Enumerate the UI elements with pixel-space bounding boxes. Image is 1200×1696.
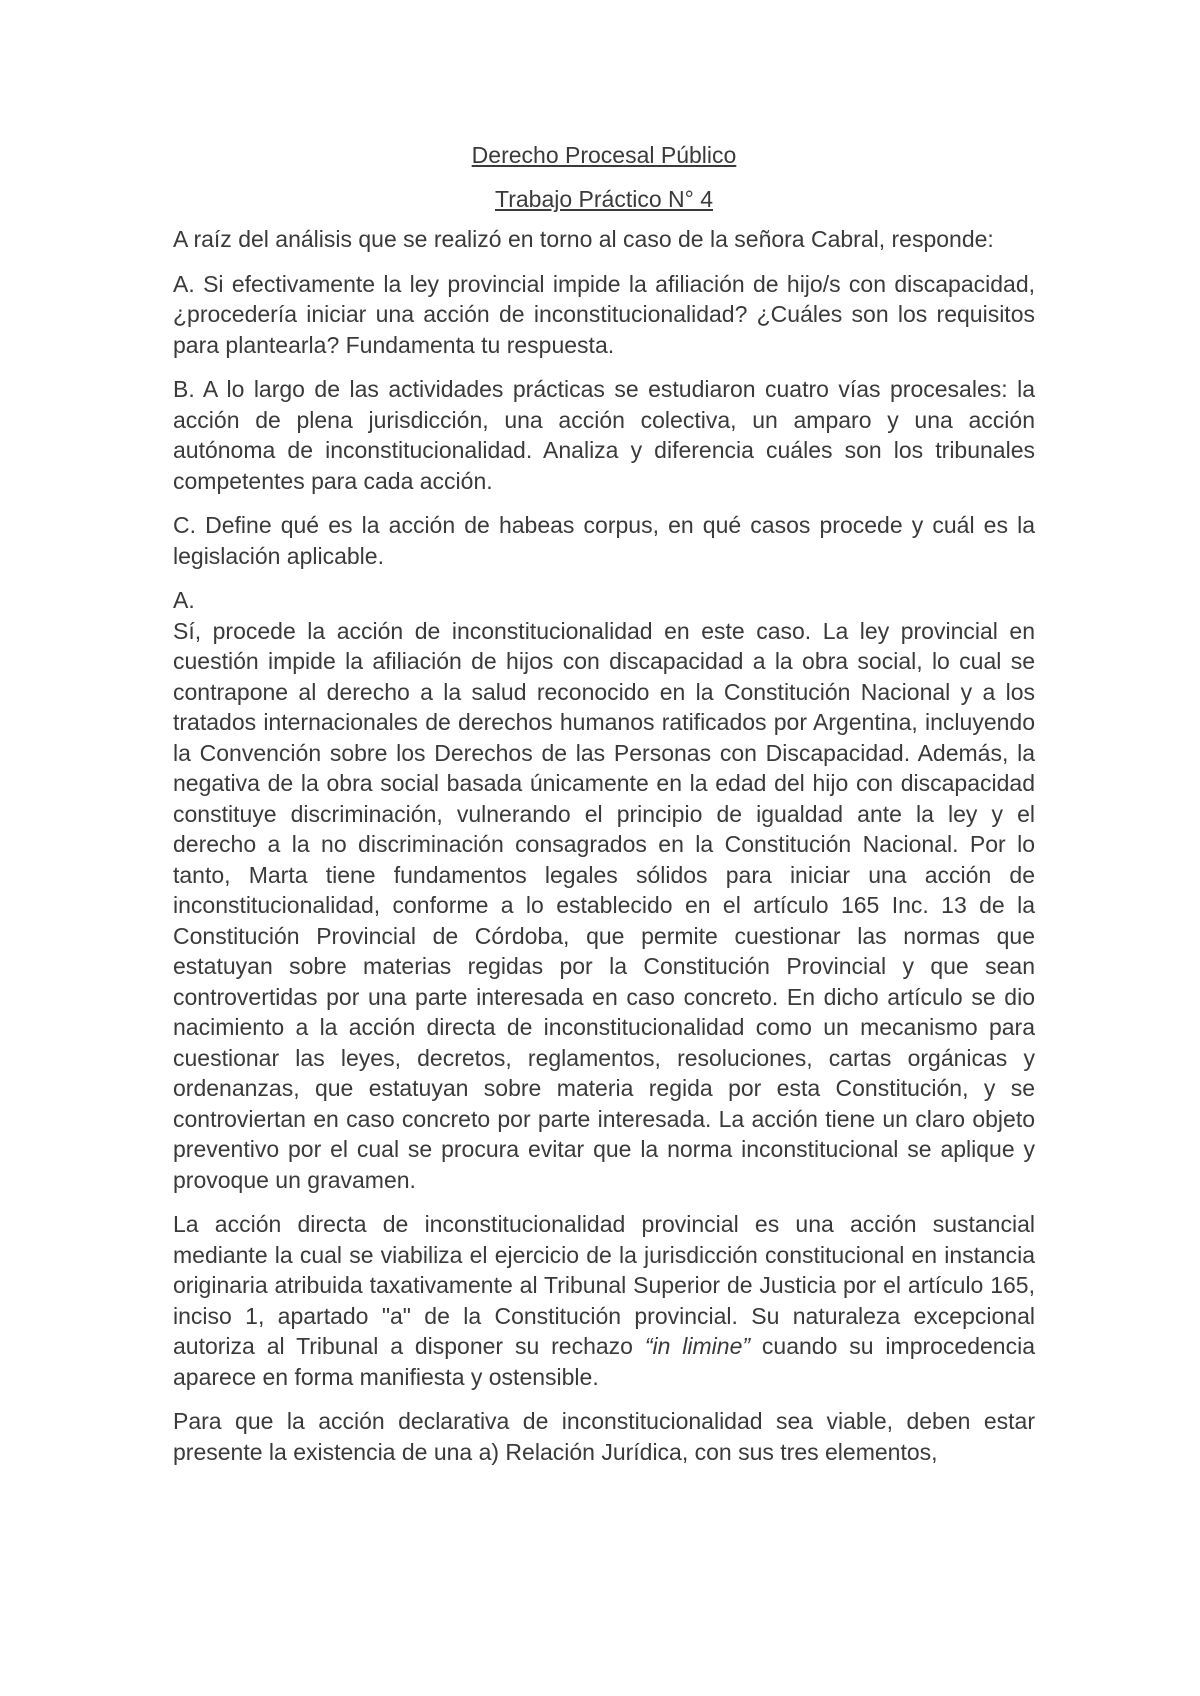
question-c: C. Define qué es la acción de habeas corpus, en qué casos procede y cuál es la legislación aplicable. [173,512,1035,569]
in-limine-italic: “in limine” [644,1333,751,1359]
answer-label: A. [173,587,195,613]
document-title: Derecho Procesal Público [471,142,737,168]
question-b: B. A lo largo de las actividades prácticas se estudiaron cuatro vías procesales: la acción de plena jurisdicción, una acción colectiva, un amparo y una acción autónoma de inconstitucionalidad. Analiza y diferencia cuáles son los tribunales competentes para cada acción. [173,376,1035,494]
answer-paragraph-1: Sí, procede la acción de inconstitucionalidad en este caso. La ley provincial en cuestión impide la afiliación de hijos con discapacidad a la obra social, lo cual se contrapone al derecho a la salud reconocido en la Constitución Nacional y a los tratados internacionales de derechos humanos ratificados por Argentina, incluyendo la Convención sobre los Derechos de las Personas con Discapacidad. Además, la negativa de la obra social basada únicamente en la edad del hijo con discapacidad constituye discriminación, vulnerando el principio de igualdad ante la ley y el derecho a la no discriminación consagrados en la Constitución Nacional. Por lo tanto, Marta tiene fundamentos legales sólidos para iniciar una acción de inconstitucionalidad, conforme a lo establecido en el artículo 165 Inc. 13 de la Constitución Provincial de Córdoba, que permite cuestionar las normas que estatuyan sobre materias regidas por la Constitución Provincial y que sean controvertidas por una parte interesada en caso concreto. En dicho artículo se dio nacimiento a la acción directa de inconstitucionalidad como un mecanismo para cuestionar las leyes, decretos, reglamentos, resoluciones, cartas orgánicas y ordenanzas, que estatuyan sobre materia regida por esta Constitución, y se controviertan en caso concreto por parte interesada. La acción tiene un claro objeto preventivo por el cual se procura evitar que la norma inconstitucional se aplique y provoque un gravamen. [173,617,1035,1193]
document-body [173,140,1035,1481]
answer-paragraph-2-text-end: cuando su improcedencia aparece en forma manifiesta y ostensible. [173,1333,1035,1390]
answer-paragraph-3: Para que la acción declarativa de inconstitucionalidad sea viable, deben estar presente la existencia de una a) Relación Jurídica, con sus tres elementos, [173,1408,1035,1465]
answer-paragraph-2-text-start: La acción directa de inconstitucionalidad provincial es una acción sustancial mediante la cual se viabiliza el ejercicio de la jurisdicción constitucional en instancia originaria atribuida taxativamente al Tribunal Superior de Justicia por el artículo 165, inciso 1, apartado "a" de la Constitución provincial. Su naturaleza excepcional autoriza al Tribunal a disponer su rechazo [173,1211,1035,1359]
answer-paragraph-2 [173,1209,1035,1392]
question-a: A. Si efectivamente la ley provincial impide la afiliación de hijo/s con discapacidad, ¿procedería iniciar una acción de inconstitucionalidad? ¿Cuáles son los requisitos para plantearla? Fundamenta tu respuesta. [173,270,1035,358]
document-subtitle: Trabajo Práctico N° 4 [495,186,713,212]
intro-paragraph: A raíz del análisis que se realizó en torno al caso de la señora Cabral, responde: [173,226,994,252]
